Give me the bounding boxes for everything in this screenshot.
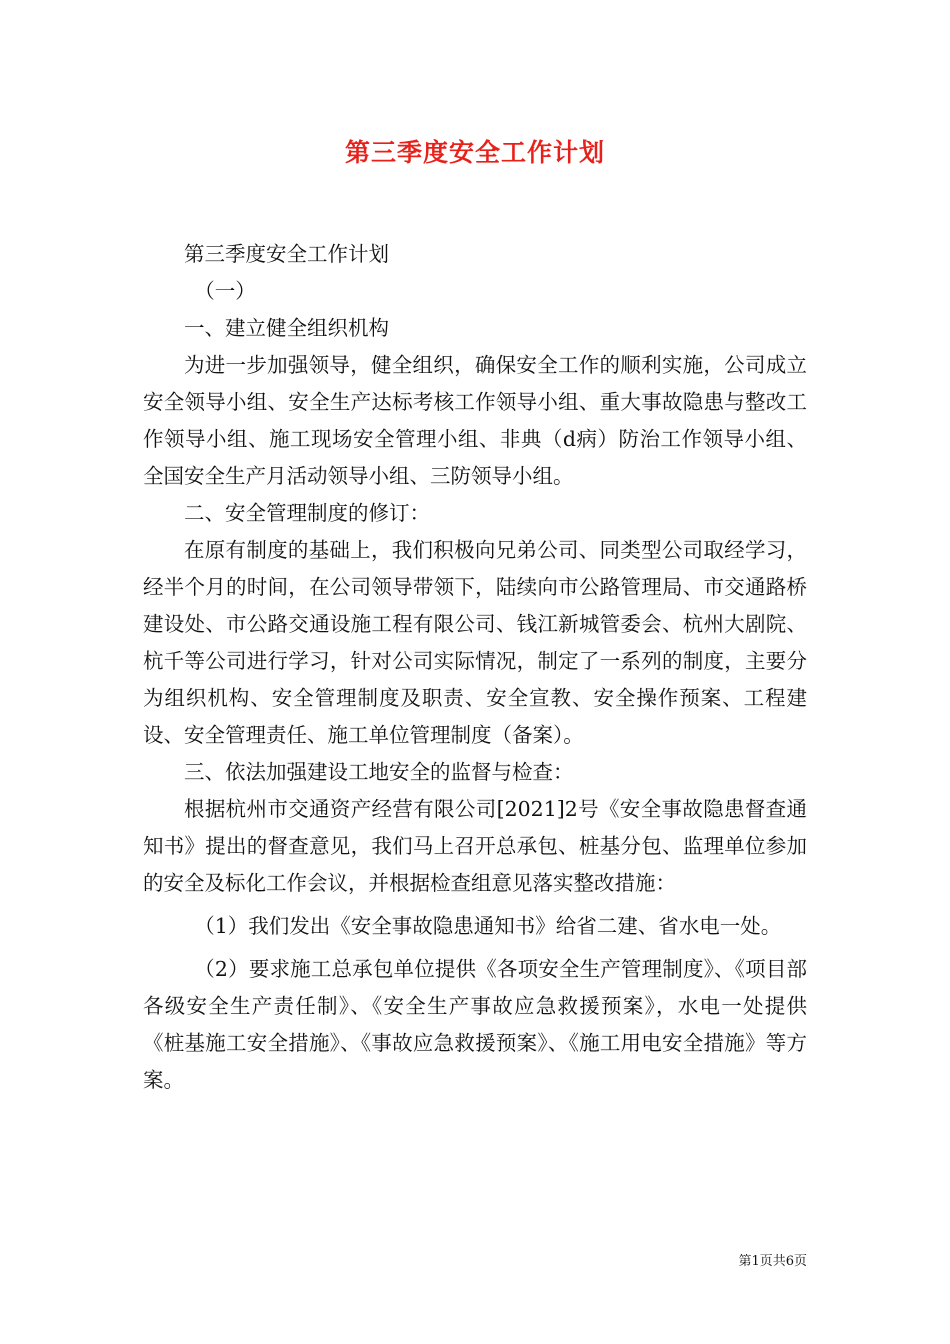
paragraph-section-3-title: 三、依法加强建设工地安全的监督与检查： <box>184 760 574 784</box>
paragraph-section-3-body: 根据杭州市交通资产经营有限公司[2021]2号《安全事故隐患督查通知书》提出的督查意见，我们马上召开总承包、桩基分包、监理单位参加的安全及标化工作会议，并根据检查组意见落实整改措施： <box>143 797 807 895</box>
paragraph-heading: 第三季度安全工作计划 <box>184 242 389 266</box>
paragraph-section-1-title: 一、建立健全组织机构 <box>184 316 389 340</box>
paragraph-measure-2: （2）要求施工总承包单位提供《各项安全生产管理制度》、《项目部各级安全生产责任制》、《安全生产事故应急救援预案》，水电一处提供《桩基施工安全措施》、《事故应急救援预案》、《施工用电安全措施》等方案。 <box>143 957 807 1092</box>
page-number: 第1页共6页 <box>738 1254 807 1269</box>
paragraph-section-2-body: 在原有制度的基础上，我们积极向兄弟公司、同类型公司取经学习，经半个月的时间，在公司领导带领下，陆续向市公路管理局、市交通路桥建设处、市公路交通设施工程有限公司、钱江新城管委会、杭州大剧院、杭千等公司进行学习，针对公司实际情况，制定了一系列的制度，主要分为组织机构、安全管理制度及职责、安全宣教、安全操作预案、工程建设、安全管理责任、施工单位管理制度（备案）。 <box>143 538 807 747</box>
paragraph-measure-1: （1）我们发出《安全事故隐患通知书》给省二建、省水电一处。 <box>194 914 782 938</box>
document-title: 第三季度安全工作计划 <box>344 138 605 167</box>
paragraph-section-1-body: 为进一步加强领导，健全组织，确保安全工作的顺利实施，公司成立安全领导小组、安全生产达标考核工作领导小组、重大事故隐患与整改工作领导小组、施工现场安全管理小组、非典（d病）防治工作领导小组、全国安全生产月活动领导小组、三防领导小组。 <box>143 353 807 488</box>
paragraph-section-2-title: 二、安全管理制度的修订： <box>184 501 430 525</box>
document-body <box>143 236 807 1099</box>
paragraph-section-number: （一） <box>194 279 256 303</box>
